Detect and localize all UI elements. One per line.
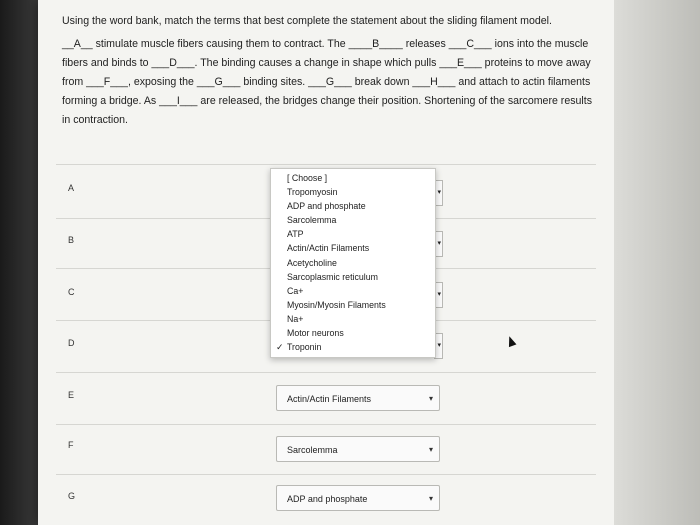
chevron-down-icon: ▾ bbox=[437, 189, 441, 196]
divider bbox=[56, 474, 596, 475]
row-label-c: C bbox=[68, 287, 75, 297]
question-intro: Using the word bank, match the terms that best complete the statement about the sliding filament model. bbox=[62, 15, 552, 27]
dropdown-option[interactable]: Sarcoplasmic reticulum bbox=[287, 271, 378, 282]
dropdown-option[interactable]: Motor neurons bbox=[287, 328, 344, 339]
row-label-g: G bbox=[68, 491, 76, 501]
dropdown-option[interactable]: Na+ bbox=[287, 313, 304, 324]
dropdown-option[interactable]: Myosin/Myosin Filaments bbox=[287, 299, 386, 310]
row-label-e: E bbox=[68, 390, 75, 400]
divider bbox=[56, 164, 596, 165]
row-label-d: D bbox=[68, 338, 75, 348]
chevron-down-icon: ▾ bbox=[428, 394, 433, 403]
chevron-down-icon: ▾ bbox=[428, 445, 433, 454]
select-e[interactable] bbox=[276, 385, 440, 411]
dropdown-list bbox=[270, 168, 436, 358]
chevron-down-icon: ▾ bbox=[437, 291, 441, 298]
select-f-value: Sarcolemma bbox=[287, 445, 338, 455]
select-g[interactable] bbox=[276, 485, 440, 511]
divider bbox=[56, 424, 596, 425]
dropdown-option[interactable]: ATP bbox=[287, 229, 304, 240]
photo-edge-right bbox=[614, 0, 700, 525]
dropdown-option[interactable]: [ Choose ] bbox=[287, 173, 328, 183]
row-label-a: A bbox=[68, 183, 75, 193]
dropdown-option[interactable]: ADP and phosphate bbox=[287, 201, 366, 212]
dropdown-option[interactable]: Ca+ bbox=[287, 285, 304, 296]
select-f[interactable] bbox=[276, 436, 440, 462]
chevron-down-icon: ▾ bbox=[437, 342, 441, 349]
dropdown-option[interactable]: Sarcolemma bbox=[287, 215, 337, 226]
question-statement: __A__ stimulate muscle fibers causing them to contract. The ____B____ releases ___C___ ions into the muscle fibers and binds to ___D___. The binding causes a change in shape which pulls ___E___ proteins to move away from ___F___, exposing the ___G___ binding sites. ___G___ break down ___H___ and attach to actin filaments forming a bridge. As ___I___ are released, the bridges change their position. Shortening of the sarcomere results in contraction. bbox=[62, 38, 593, 126]
dropdown-option-selected[interactable]: ✓ Troponin bbox=[271, 340, 435, 354]
divider bbox=[56, 372, 596, 373]
dropdown-option[interactable]: Tropomyosin bbox=[287, 187, 338, 198]
dropdown-option[interactable]: Acetycholine bbox=[287, 257, 337, 268]
select-g-value: ADP and phosphate bbox=[287, 494, 368, 504]
select-e-value: Actin/Actin Filaments bbox=[287, 394, 372, 404]
dropdown-option[interactable]: Actin/Actin Filaments bbox=[287, 243, 370, 254]
chevron-down-icon: ▾ bbox=[437, 240, 441, 247]
row-label-f: F bbox=[68, 440, 74, 450]
photo-edge-left bbox=[0, 0, 38, 525]
chevron-down-icon: ▾ bbox=[428, 494, 433, 503]
row-label-b: B bbox=[68, 235, 75, 245]
question-text bbox=[62, 12, 592, 134]
